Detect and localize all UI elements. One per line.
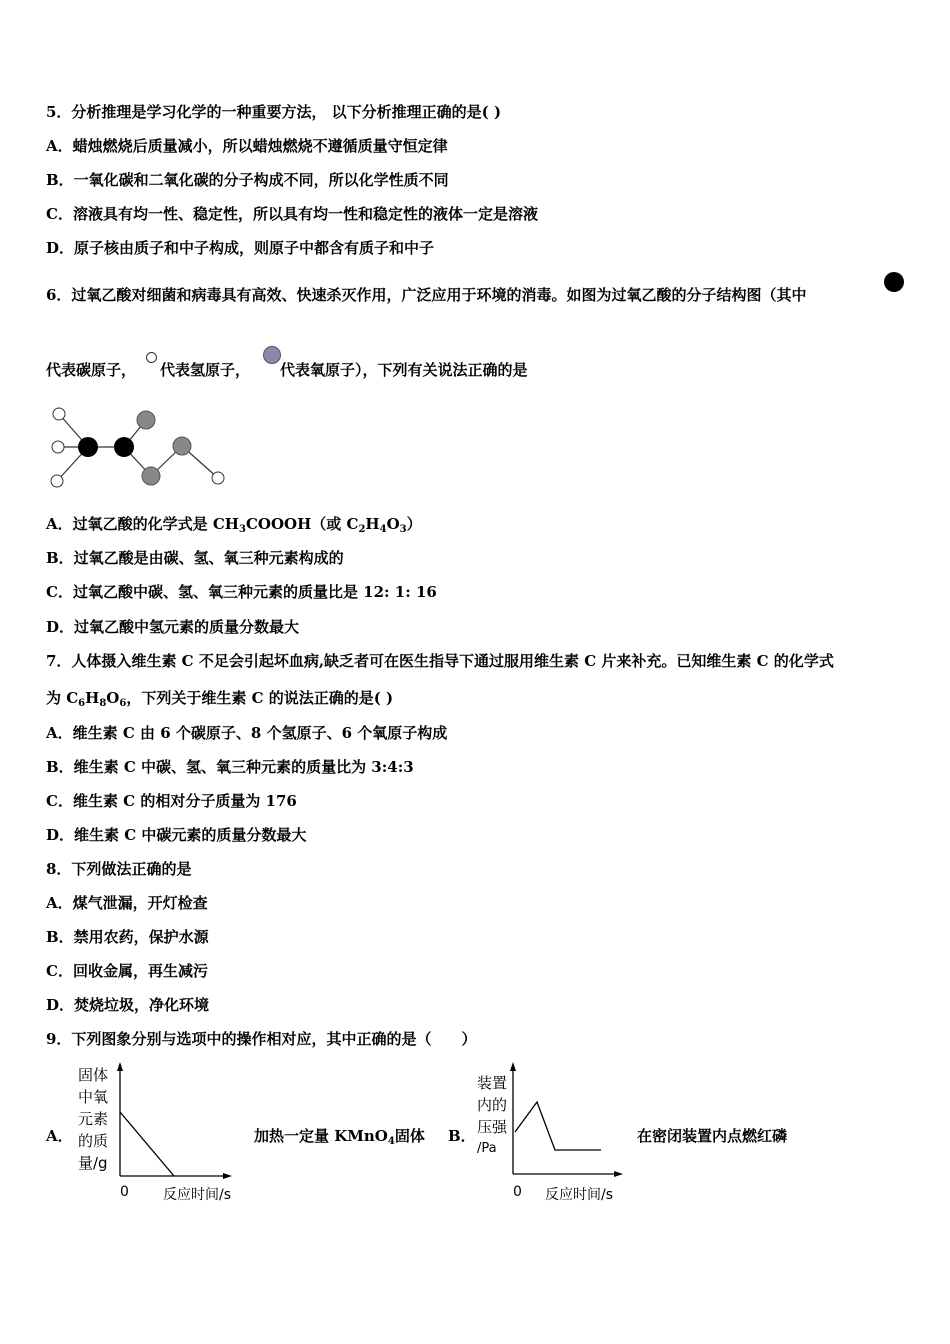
q9-option-a-letter: A． (46, 1127, 73, 1145)
q7-stem-line2: 为 $C_6H_8O_6$，下列关于维生素 C 的说法正确的是( ) (46, 689, 394, 709)
q9-option-b-text: 在密闭装置内点燃红磷 (637, 1127, 788, 1145)
graph-a-curve (120, 1112, 174, 1176)
graph-b-origin: 0 (513, 1184, 522, 1200)
q6-option-b: B．过氧乙酸是由碳、氢、氧三种元素构成的 (46, 549, 344, 567)
q6-option-d: D．过氧乙酸中氢元素的质量分数最大 (46, 618, 300, 636)
graph-b-curve (515, 1102, 601, 1150)
q8-option-d: D．焚烧垃圾，净化环境 (46, 996, 210, 1014)
graph-a-xlabel: 反应时间/s (163, 1187, 232, 1203)
graph-a (112, 1060, 237, 1185)
graph-a-ylabel: 固体 中氧 元素 的质 量/g (78, 1066, 109, 1172)
legend-carbon-atom-icon (884, 272, 904, 292)
carbon-atom (114, 437, 134, 457)
graph-b-x-arrow-icon (614, 1171, 623, 1177)
q7-option-d: D．维生素 C 中碳元素的质量分数最大 (46, 826, 307, 844)
q9-option-b-letter: B． (448, 1127, 476, 1145)
graph-a-x-arrow-icon (223, 1173, 232, 1179)
q6-stem-hydrogen-text: 代表氢原子， (160, 361, 251, 379)
q5-option-d: D．原子核由质子和中子构成，则原子中都含有质子和中子 (46, 239, 435, 257)
q5-option-c: C．溶液具有均一性、稳定性，所以具有均一性和稳定性的液体一定是溶液 (46, 205, 538, 223)
hydrogen-atom (52, 441, 64, 453)
graph-b-xlabel: 反应时间/s (545, 1187, 614, 1203)
hydrogen-atom (51, 475, 63, 487)
oxygen-atom (173, 437, 191, 455)
q5-option-a: A．蜡烛燃烧后质量减小，所以蜡烛燃烧不遵循质量守恒定律 (46, 137, 448, 155)
q9-stem: 9．下列图象分别与选项中的操作相对应，其中正确的是（ ） (46, 1030, 477, 1048)
graph-b (505, 1060, 630, 1185)
peracetic-acid-molecule-diagram (40, 400, 240, 500)
graph-a-y-arrow-icon (117, 1062, 123, 1071)
q5-option-b: B．一氧化碳和二氧化碳的分子构成不同，所以化学性质不同 (46, 171, 449, 189)
hydrogen-atom (53, 408, 65, 420)
graph-b-ylabel: 装置 内的 压强 /Pa (477, 1074, 508, 1156)
q7-option-a: A．维生素 C 由 6 个碳原子、8 个氢原子、6 个氧原子构成 (46, 724, 448, 742)
q6-option-a: A．过氧乙酸的化学式是 $CH_3COOOH$（或 $C_2H_4O_3$） (46, 515, 422, 535)
oxygen-atom (137, 411, 155, 429)
q8-option-a: A．煤气泄漏，开灯检查 (46, 894, 208, 912)
hydrogen-atom (212, 472, 224, 484)
q7-option-c: C．维生素 C 的相对分子质量为 176 (46, 792, 297, 810)
q7-stem-line1: 7．人体摄入维生素 C 不足会引起坏血病,缺乏者可在医生指导下通过服用维生素 C 片来补充。已知维生素 C 的化学式 (46, 652, 834, 670)
q6-stem-line1: 6．过氧乙酸对细菌和病毒具有高效、快速杀灭作用，广泛应用于环境的消毒。如图为过氧乙酸的分子结构图（其中 (46, 286, 807, 304)
q6-stem-line2 (46, 360, 528, 380)
carbon-atom (78, 437, 98, 457)
q5-stem: 5．分析推理是学习化学的一种重要方法， 以下分析推理正确的是( ) (46, 103, 502, 121)
legend-hydrogen-atom-icon (146, 352, 157, 363)
q6-stem-carbon-text: 代表碳原子， (46, 361, 137, 379)
graph-a-origin: 0 (120, 1184, 129, 1200)
q6-option-c: C．过氧乙酸中碳、氢、氧三种元素的质量比是 12: 1: 16 (46, 583, 437, 601)
oxygen-atom (142, 467, 160, 485)
q8-option-c: C．回收金属，再生减污 (46, 962, 208, 980)
q6-stem-oxygen-text: 代表氧原子），下列有关说法正确的是 (280, 361, 528, 379)
legend-oxygen-atom-icon (263, 346, 281, 364)
q7-option-b: B．维生素 C 中碳、氢、氧三种元素的质量比为 3:4:3 (46, 758, 414, 776)
q8-option-b: B．禁用农药，保护水源 (46, 928, 209, 946)
q8-stem: 8．下列做法正确的是 (46, 860, 192, 878)
q9-option-a-text: 加热一定量 KMnO$_4$固体 (254, 1127, 425, 1147)
graph-b-y-arrow-icon (510, 1062, 516, 1071)
